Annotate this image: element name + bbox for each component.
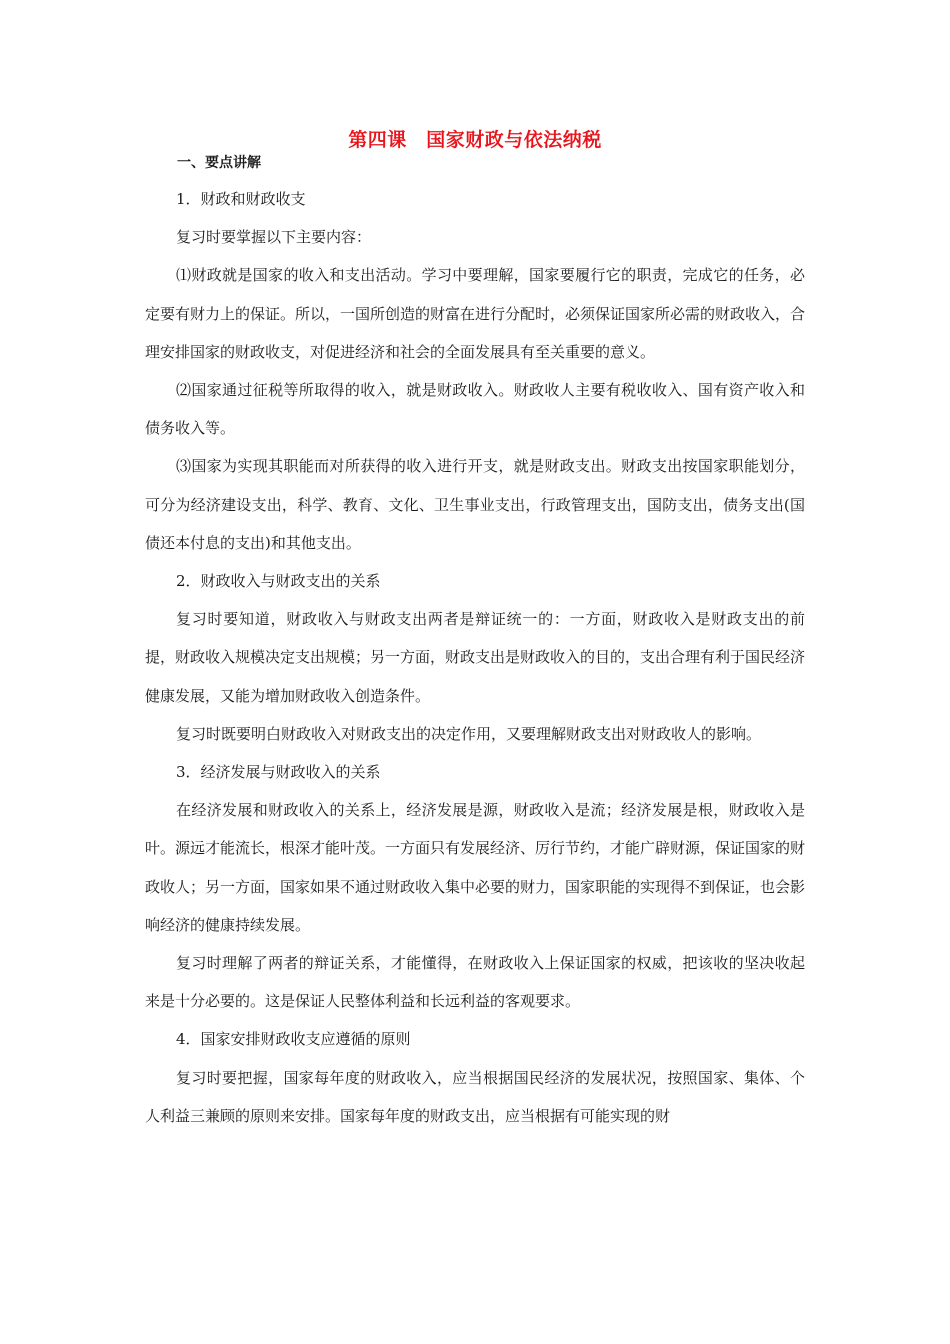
paragraph: 复习时要掌握以下主要内容： <box>176 228 372 247</box>
paragraph: 在经济发展和财政收入的关系上，经济发展是源，财政收入是流；经济发展是根，财政收入是叶。源远才能流长，根深才能叶茂。一方面只有发展经济、厉行节约，才能广辟财源，保证国家的财政收人；另一方面，国家如果不通过财政收入集中必要的财力，国家职能的实现得不到保证，也会影响经济的健康持续发展。 <box>145 801 806 934</box>
document-body <box>145 180 805 1135</box>
paragraph: ⑴财政就是国家的收入和支出活动。学习中要理解，国家要履行它的职责，完成它的任务，必定要有财力上的保证。所以，一国所创造的财富在进行分配时，必须保证国家所必需的财政收入，合理安排国家的财政收支，对促进经济和社会的全面发展具有至关重要的意义。 <box>145 266 806 361</box>
heading-2: 2．财政收入与财政支出的关系 <box>176 572 381 591</box>
section-heading: 一、要点讲解 <box>177 155 261 171</box>
heading-4: 4．国家安排财政收支应遵循的原则 <box>176 1030 411 1049</box>
paragraph: 复习时理解了两者的辩证关系，才能懂得，在财政收入上保证国家的权威，把该收的坚决收起来是十分必要的。这是保证人民整体利益和长远利益的客观要求。 <box>145 954 805 1011</box>
heading-1: 1．财政和财政收支 <box>176 190 306 208</box>
paragraph: 复习时既要明白财政收入对财政支出的决定作用，又要理解财政支出对财政收人的影响。 <box>176 724 762 743</box>
paragraph: 复习时要把握，国家每年度的财政收入，应当根据国民经济的发展状况，按照国家、集体、个人利益三兼顾的原则来安排。国家每年度的财政支出，应当根据有可能实现的财 <box>145 1068 805 1125</box>
heading-3: 3．经济发展与财政收入的关系 <box>176 763 381 782</box>
paragraph: ⑵国家通过征税等所取得的收入，就是财政收入。财政收人主要有税收收入、国有资产收入和债务收入等。 <box>145 381 805 438</box>
paragraph: ⑶国家为实现其职能而对所获得的收入进行开支，就是财政支出。财政支出按国家职能划分，可分为经济建设支出，科学、教育、文化、卫生事业支出，行政管理支出，国防支出，债务支出(国债还本付息的支出)和其他支出。 <box>145 457 805 552</box>
page-title: 第四课 国家财政与依法纳税 <box>348 129 602 151</box>
paragraph: 复习时要知道，财政收入与财政支出两者是辩证统一的：一方面，财政收入是财政支出的前提，财政收入规模决定支出规模；另一方面，财政支出是财政收入的目的，支出合理有利于国民经济健康发展，又能为增加财政收入创造条件。 <box>145 610 806 705</box>
